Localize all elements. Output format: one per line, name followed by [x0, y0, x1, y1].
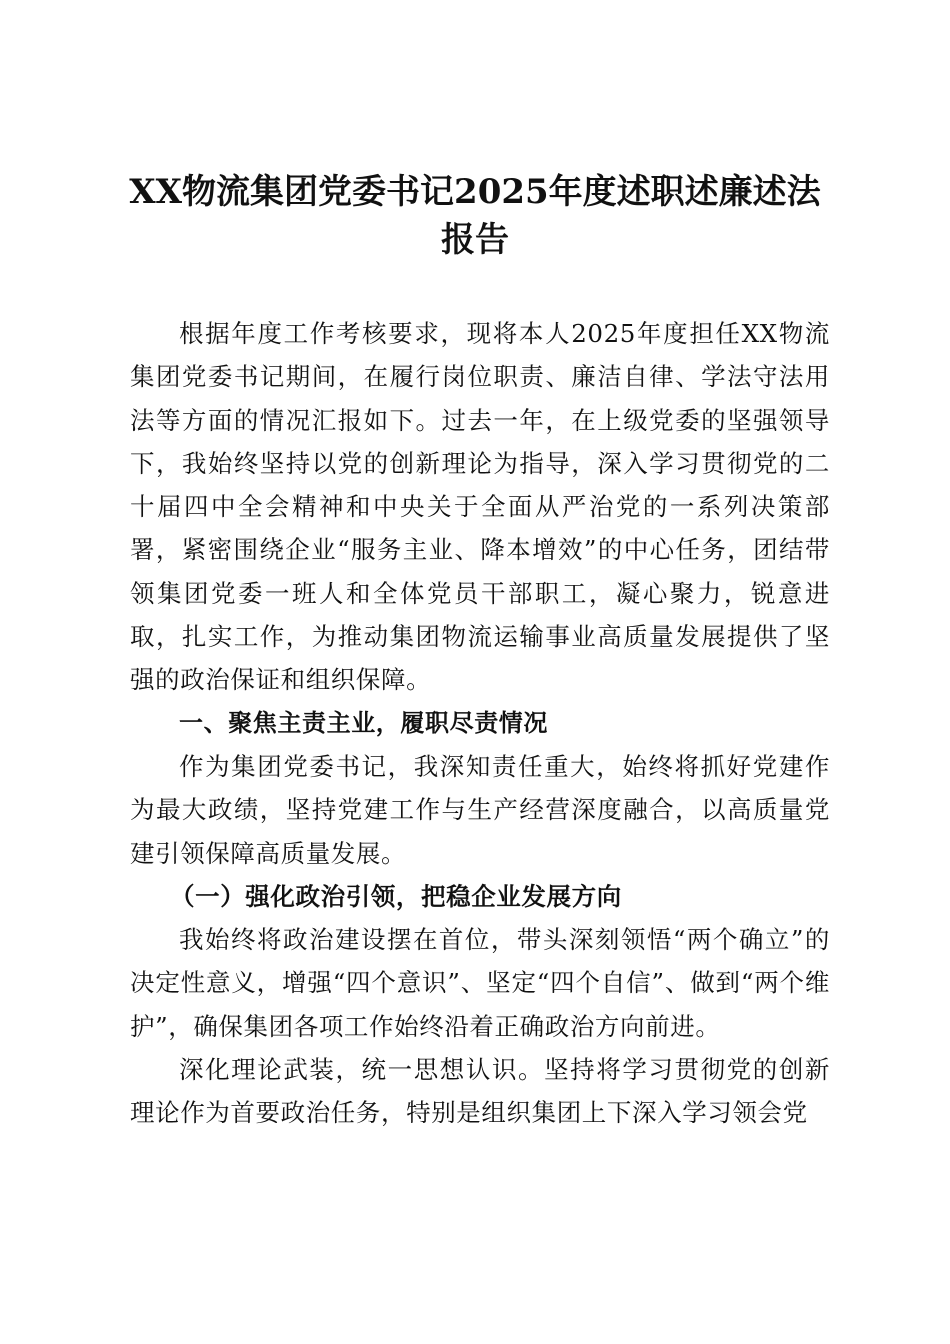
title-line-2: 报告	[441, 220, 509, 260]
subsection-1-paragraph-2: 深化理论武装，统一思想认识。坚持将学习贯彻党的创新理论作为首要政治任务，特别是组织集团上下深入学习领会党	[130, 1055, 830, 1128]
title-line-1: XX物流集团党委书记2025年度述职述廉述法	[129, 172, 821, 212]
intro-paragraph: 根据年度工作考核要求，现将本人2025年度担任XX物流集团党委书记期间，在履行岗位职责、廉洁自律、学法守法用法等方面的情况汇报如下。过去一年，在上级党委的坚强领导下，我始终坚持以党的创新理论为指导，深入学习贯彻党的二十届四中全会精神和中央关于全面从严治党的一系列决策部署，紧密围绕企业“服务主业、降本增效”的中心任务，团结带领集团党委一班人和全体党员干部职工，凝心聚力，锐意进取，扎实工作，为推动集团物流运输事业高质量发展提供了坚强的政治保证和组织保障。	[130, 319, 830, 695]
subsection-heading-1: （一）强化政治引领，把稳企业发展方向	[170, 881, 622, 911]
subsection-1-paragraph: 我始终将政治建设摆在首位，带头深刻领悟“两个确立”的决定性意义，增强“四个意识”、坚定“四个自信”、做到“两个维护”，确保集团各项工作始终沿着正确政治方向前进。	[130, 925, 830, 1041]
section-1-paragraph: 作为集团党委书记，我深知责任重大，始终将抓好党建作为最大政绩，坚持党建工作与生产经营深度融合，以高质量党建引领保障高质量发展。	[130, 751, 830, 868]
section-heading-1: 一、聚焦主责主业，履职尽责情况	[179, 708, 548, 737]
document-title	[110, 168, 840, 264]
document-body	[130, 312, 830, 1135]
